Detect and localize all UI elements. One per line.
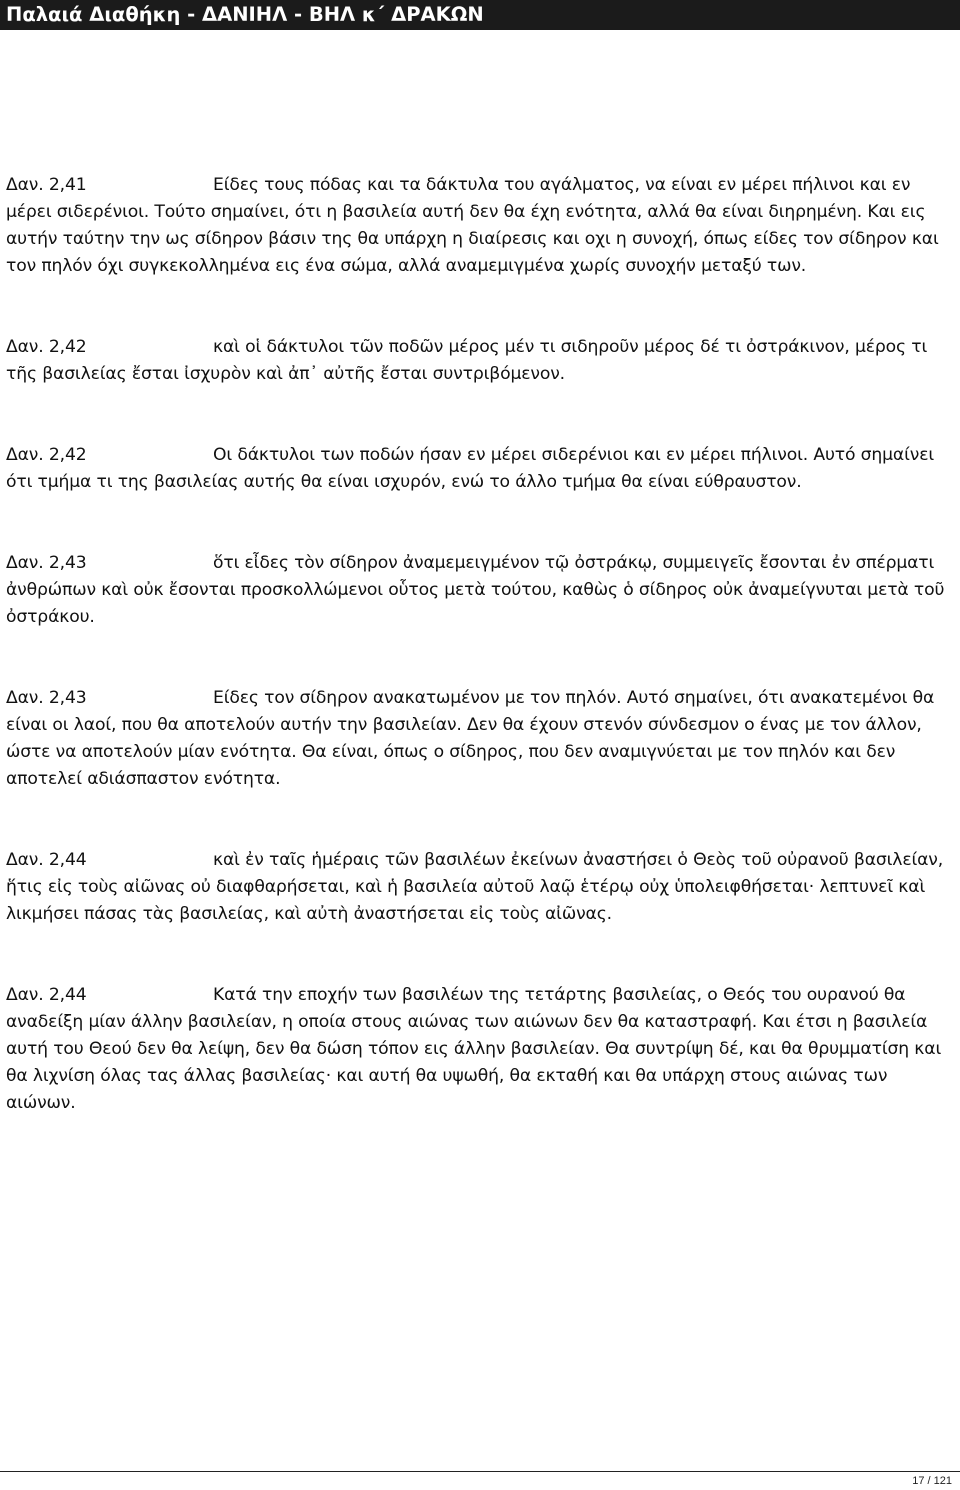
document-title: Παλαιά Διαθήκη - ΔΑΝΙΗΛ - ΒΗΛ κ΄ ΔΡΑΚΩΝ — [6, 3, 484, 26]
verse-text: Οι δάκτυλοι των ποδών ήσαν εν μέρει σιδερένιοι και εν μέρει πήλινοι. Αυτό σημαίνει ότι τμήμα τι της βασιλείας αυτής θα είναι ισχυρόν, ενώ το άλλο τμήμα θα είναι εύθραυστον. — [6, 445, 935, 492]
header-bar — [0, 0, 960, 30]
verse-list — [6, 172, 956, 1117]
verse-2-42-ancient — [6, 334, 956, 388]
verse-text: Είδες τους πόδας και τα δάκτυλα του αγάλματος, να είναι εν μέρει πήλινοι και εν μέρει σιδερένιοι. Τούτο σημαίνει, ότι η βασιλεία αυτή δεν θα έχη ενότητα, αλλά θα είναι διηρημένη. Και εις αυτήν ταύτην την ως σίδηρον βάσιν της θα υπάρχη η διαίρεσις και οχι η συνοχή, όπως είδες τον σίδηρον και τον πηλόν όχι συγκεκολλημένα εις ένα σώμα, αλλά αναμεμιγμένα χωρίς συνοχήν μεταξύ των. — [6, 175, 939, 276]
footer-divider — [0, 1471, 960, 1472]
verse-reference: Δαν. 2,44 — [6, 850, 87, 870]
verse-text: Είδες τον σίδηρον ανακατωμένον με τον πηλόν. Αυτό σημαίνει, ότι ανακατεμένοι θα είναι οι λαοί, που θα αποτελούν αυτήν την βασιλείαν. Δεν θα έχουν στενόν σύνδεσμον ο ένας με τον άλλον, ώστε να αποτελούν μίαν ενότητα. Θα είναι, όπως ο σίδηρος, που δεν αναμιγνύεται με τον πηλόν και δεν αποτελεί αδιάσπαστον ενότητα. — [6, 688, 935, 789]
verse-2-44-modern — [6, 982, 956, 1117]
verse-text: καὶ ἐν ταῖς ἡμέραις τῶν βασιλέων ἐκείνων ἀναστήσει ὁ Θεὸς τοῦ οὐρανοῦ βασιλείαν, ἥτις εἰς τοὺς αἰῶνας οὐ διαφθαρήσεται, καὶ ἡ βασιλεία αὐτοῦ λαῷ ἑτέρῳ οὐχ ὑπολειφθήσεται· λεπτυνεῖ καὶ λικμήσει πάσας τὰς βασιλείας, καὶ αὐτὴ ἀναστήσεται εἰς τοὺς αἰῶνας. — [6, 850, 944, 924]
verse-text: Κατά την εποχήν των βασιλέων της τετάρτης βασιλείας, ο Θεός του ουρανού θα αναδείξη μίαν άλλην βασιλείαν, η οποία στους αιώνας των αιώνων δεν θα καταστραφή. Και έτσι η βασιλεία αυτή του Θεού δεν θα λείψη, δεν θα δώση τόπον εις άλλην βασιλείαν. Θα συντρίψη δέ, και θα θρυμματίση και θα λιχνίση όλας τας άλλας βασιλείας· και αυτή θα υψωθή, θα εκταθή και θα υπάρχη στους αιώνας των αιώνων. — [6, 985, 942, 1113]
verse-2-41 — [6, 172, 956, 280]
verse-2-43-ancient — [6, 550, 956, 631]
verse-2-43-modern — [6, 685, 956, 793]
verse-text: καὶ οἱ δάκτυλοι τῶν ποδῶν μέρος μέν τι σιδηροῦν μέρος δέ τι ὀστράκινον, μέρος τι τῆς βασιλείας ἔσται ἰσχυρὸν καὶ ἀπ᾿ αὐτῆς ἔσται συντριβόμενον. — [6, 337, 928, 384]
verse-text: ὅτι εἶδες τὸν σίδηρον ἀναμεμειγμένον τῷ ὀστράκῳ, συμμειγεῖς ἔσονται ἐν σπέρματι ἀνθρώπων καὶ οὐκ ἔσονται προσκολλώμενοι οὗτος μετὰ τούτου, καθὼς ὁ σίδηρος οὐκ ἀναμείγνυται μετὰ τοῦ ὀστράκου. — [6, 553, 945, 627]
verse-reference: Δαν. 2,43 — [6, 688, 87, 708]
verse-reference: Δαν. 2,41 — [6, 175, 87, 195]
page-number: 17 / 121 — [912, 1475, 952, 1487]
verse-reference: Δαν. 2,42 — [6, 445, 87, 465]
verse-2-44-ancient — [6, 847, 956, 928]
verse-2-42-modern — [6, 442, 956, 496]
verse-reference: Δαν. 2,42 — [6, 337, 87, 357]
verse-reference: Δαν. 2,44 — [6, 985, 87, 1005]
verse-reference: Δαν. 2,43 — [6, 553, 87, 573]
